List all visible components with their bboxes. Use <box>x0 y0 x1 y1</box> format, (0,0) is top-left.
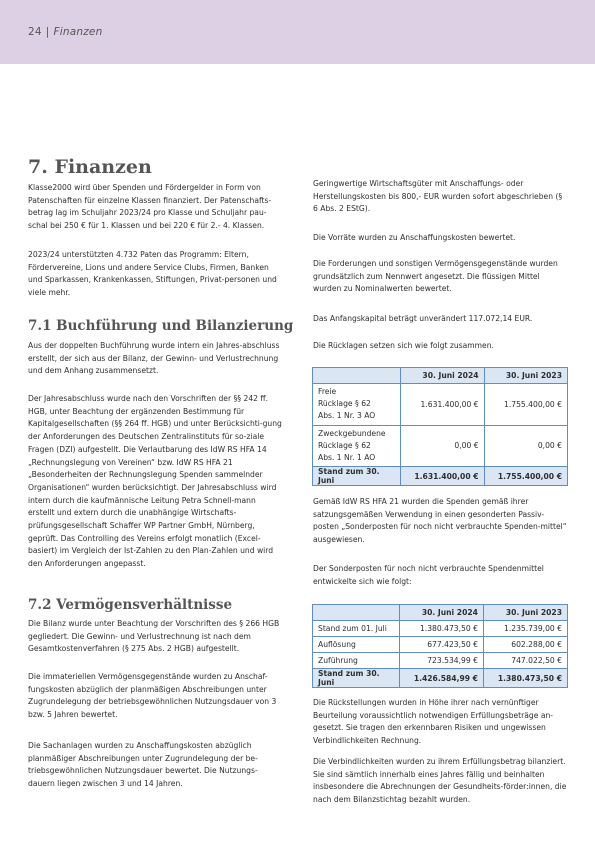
row-value-2024: 0,00 € <box>401 425 484 467</box>
row-label-freie-ruecklage: Freie Rücklage § 62 Abs. 1 Nr. 3 AO <box>313 384 401 426</box>
section-7-1-paragraph-1: Aus der doppelten Buchführung wurde intern ein Jahres-abschluss erstellt, der sich aus der Bilanz, der Gewinn- und Verlustrechnung und dem Anhang zusammensetzt. <box>28 341 280 376</box>
row-value-2023: 747.022,50 € <box>483 653 567 669</box>
row-label-zweckgebundene-ruecklage: Zweckgebundene Rücklage § 62 Abs. 1 Nr. 1 AO <box>313 425 401 467</box>
row-label-stand-01-juli: Stand zum 01. Juli <box>313 621 400 637</box>
row-value-2023: 1.380.473,50 € <box>483 669 567 688</box>
table-header-2023: 30. Juni 2023 <box>484 368 567 384</box>
row-label-aufloesung: Auflösung <box>313 637 400 653</box>
section-7-2-paragraph-2: Die immateriellen Vermögensgegenstände wurden zu Anschaf-fungskosten abzüglich der planmäßigen Abschreibungen unter Zugrundelegung der betriebsgewöhnlichen Nutzungsdauer von 3 bzw. 5 Jahren bewertet. <box>28 672 277 720</box>
table-header-empty <box>313 368 401 384</box>
right-paragraph-rueckstellungen: Die Rückstellungen wurden in Höhe ihrer nach vernünftiger Beurteilung voraussichtlich notwendigen Erfüllungsbeträge an-gesetzt. Sie tragen den erkennbaren Risiken und ungewissen Verbindlichkeiten Rechnung. <box>313 698 554 746</box>
page-number: 24 <box>28 26 42 38</box>
table-row <box>313 637 568 653</box>
row-label-stand-30-juni: Stand zum 30. Juni <box>313 669 400 688</box>
table-header-2024: 30. Juni 2024 <box>399 605 483 621</box>
table-total-row <box>313 467 568 486</box>
right-paragraph-anfangskapital: Das Anfangskapital beträgt unverändert 117.072,14 EUR. <box>313 314 533 323</box>
table-header-2023: 30. Juni 2023 <box>483 605 567 621</box>
row-label-stand: Stand zum 30. Juni <box>313 467 401 486</box>
row-value-2024: 1.631.400,00 € <box>401 384 484 426</box>
table-total-row <box>313 669 568 688</box>
page-header <box>28 26 102 38</box>
row-value-2024: 677.423,50 € <box>399 637 483 653</box>
table-header-row <box>313 368 568 384</box>
section-7-2-paragraph-3: Die Sachanlagen wurden zu Anschaffungskosten abzüglich planmäßiger Abschreibungen unter Zugrundelegung der be-triebsgewöhnlichen Nutzungsdauer bewertet. Die Nutzungs-dauern liegen zwischen 3 und 14 Jahren. <box>28 741 258 789</box>
right-paragraph-forderungen: Die Forderungen und sonstigen Vermögensgegenstände wurden grundsätzlich zum Nennwert angesetzt. Die flüssigen Mittel wurden zu Nominalwerten bewertet. <box>313 259 558 294</box>
section-heading-7-2: 7.2 Vermögensverhältnisse <box>28 597 233 613</box>
chapter-title: 7. Finanzen <box>28 156 152 178</box>
right-paragraph-vorraete: Die Vorräte wurden zu Anschaffungskosten bewertet. <box>313 233 516 242</box>
right-paragraph-gwg: Geringwertige Wirtschaftsgüter mit Anschaffungs- oder Herstellungskosten bis 800,- EUR wurden sofort abgeschrieben (§ 6 Abs. 2 EStG). <box>313 179 563 214</box>
right-paragraph-ruecklagen-intro: Die Rücklagen setzen sich wie folgt zusammen. <box>313 341 494 350</box>
section-heading-7-1: 7.1 Buchführung und Bilanzierung <box>28 318 294 334</box>
row-value-2023: 602.288,00 € <box>483 637 567 653</box>
row-value-2023: 1.755.400,00 € <box>484 384 567 426</box>
right-paragraph-sonderposten-intro: Der Sonderposten für noch nicht verbrauchte Spendenmittel entwickelte sich wie folgt: <box>313 564 544 586</box>
row-value-2024: 1.380.473,50 € <box>399 621 483 637</box>
table-header-2024: 30. Juni 2024 <box>401 368 484 384</box>
sonderposten-table <box>312 604 568 688</box>
table-header-empty <box>313 605 400 621</box>
table-row <box>313 425 568 467</box>
section-7-1-paragraph-2: Der Jahresabschluss wurde nach den Vorschriften der §§ 242 ff. HGB, unter Beachtung der ergänzenden Bestimmung für Kapitalgesellschaften (§§ 264 ff. HGB) und unter Berücksichti-gung der Anforderungen des Deutschen Zentralinstituts für so-ziale Fragen (DZI) aufgestellt. Die Verlautbarung des IdW RS HFA 14 „Rechnungslegung von Vereinen“ bzw. IdW RS HFA 21 „Besonderheiten der Rechnungslegung Spenden sammelnder Organisationen“ wurden berücksichtigt. Der Jahresabschluss wird intern durch die kaufmännische Leitung Petra Schnell-mann erstellt und extern durch die unabhängige Wirtschafts-prüfungsgesellschaft Schaffer WP Partner GmbH, Nürnberg, geprüft. Das Controlling des Vereins erfolgt monatlich (Excel-basiert) im Vergleich der Ist-Zahlen zu den Plan-Zahlen und wird den Anforderungen angepasst. <box>28 394 282 569</box>
row-label-zufuehrung: Zuführung <box>313 653 400 669</box>
table-header-row <box>313 605 568 621</box>
header-section-name: Finanzen <box>53 26 103 38</box>
right-paragraph-verbindlichkeiten: Die Verbindlichkeiten wurden zu ihrem Erfüllungsbetrag bilanziert. Sie sind sämtlich innerhalb eines Jahres fällig und beinhalten insbesondere die Abrechnungen der Gesundheits-förder:innen, die nach dem Bilanzstichtag bezahlt wurden. <box>313 757 567 805</box>
row-value-2023: 0,00 € <box>484 425 567 467</box>
ruecklagen-table <box>312 367 568 486</box>
table-row <box>313 384 568 426</box>
row-value-2023: 1.235.739,00 € <box>483 621 567 637</box>
table-row <box>313 621 568 637</box>
section-7-2-paragraph-1: Die Bilanz wurde unter Beachtung der Vorschriften des § 266 HGB gegliedert. Die Gewinn- und Verlustrechnung ist nach dem Gesamtkostenverfahren (§ 275 Abs. 2 HGB) aufgestellt. <box>28 619 280 654</box>
intro-paragraph-2: 2023/24 unterstützten 4.732 Paten das Programm: Eltern, Fördervereine, Lions und andere Service Clubs, Firmen, Banken und Sparkassen, Krankenkassen, Stiftungen, Privat-personen und viele mehr. <box>28 250 277 298</box>
table-row <box>313 653 568 669</box>
row-value-2023: 1.755.400,00 € <box>484 467 567 486</box>
right-paragraph-hfa21: Gemäß IdW RS HFA 21 wurden die Spenden gemäß ihrer satzungsgemäßen Verwendung in einen gesonderten Passiv-posten „Sonderposten für noch nicht verbrauchte Spenden-mittel“ ausgewiesen. <box>313 497 567 545</box>
row-value-2024: 1.631.400,00 € <box>401 467 484 486</box>
row-value-2024: 1.426.584,99 € <box>399 669 483 688</box>
row-value-2024: 723.534,99 € <box>399 653 483 669</box>
header-separator: | <box>45 26 50 38</box>
intro-paragraph-1: Klasse2000 wird über Spenden und Fördergelder in Form von Patenschaften für einzelne Klassen finanziert. Der Patenschafts-betrag lag im Schuljahr 2023/24 pro Klasse und Schuljahr pau-schal bei 250 € für 1. Klassen und bei 220 € für 2.- 4. Klassen. <box>28 183 272 231</box>
